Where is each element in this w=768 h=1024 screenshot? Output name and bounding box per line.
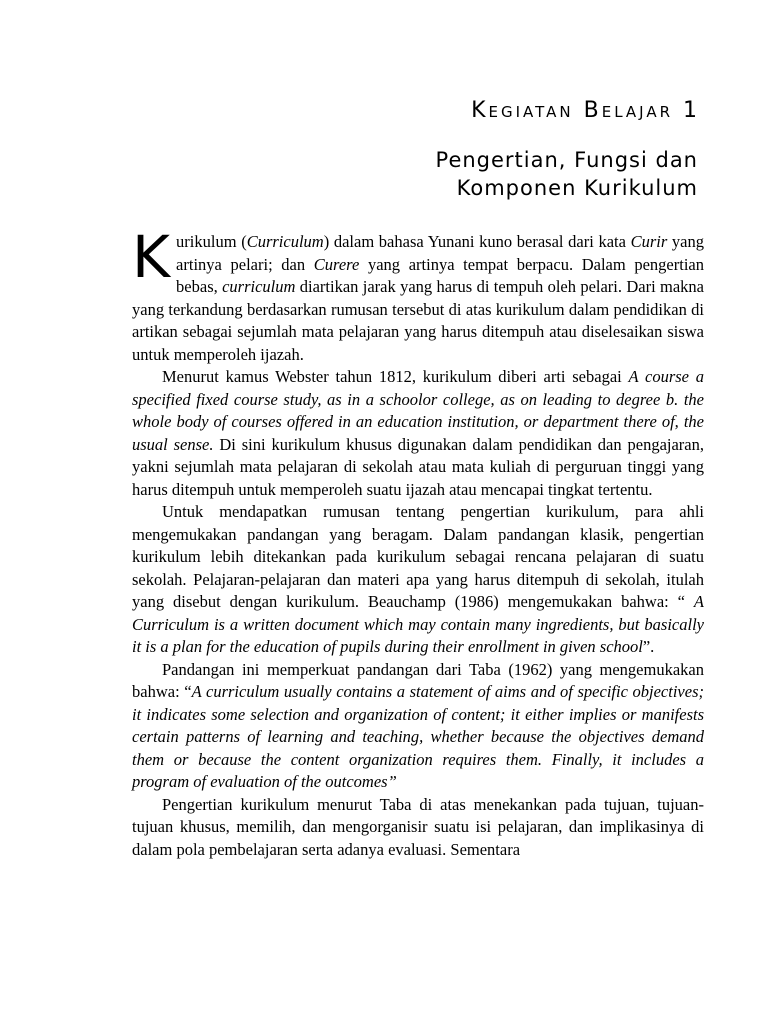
paragraph-2 [132, 366, 704, 501]
chapter-title-line-1: Pengertian, Fungsi dan [435, 148, 698, 172]
p1-text-c: ) dalam bahasa Yunani kuno berasal dari kata [323, 232, 631, 251]
paragraph-1 [132, 223, 704, 366]
p5-text-a: Pengertian kurikulum menurut Taba di atas menekankan pada tujuan, tujuan-tujuan khusus, memilih, dan mengorganisir suatu isi pelajaran, dan implikasinya di dalam pola pembelajaran serta adanya evaluasi. Sementara [132, 794, 704, 859]
p1-term-curir: Curir [630, 232, 668, 251]
p4-text-a: Pandangan ini memperkuat pandangan dari Taba (1962) yang mengemukakan bahwa: “ [132, 659, 704, 701]
paragraph-5 [132, 794, 704, 862]
p1-term-curriculum: Curriculum [246, 232, 324, 251]
p2-text-c: Di sini kurikulum khusus digunakan dalam pendidikan dan pengajaran, yakni sejumlah mata pelajaran di sekolah atau mata kuliah di perguruan tinggi yang harus ditempuh untuk memperoleh suatu ijazah atau mencapai tingkat tertentu. [132, 434, 704, 499]
chapter-title-line-2: Komponen Kurikulum [456, 176, 698, 200]
chapter-title [278, 146, 698, 202]
p3-text-a: Untuk mendapatkan rumusan tentang pengertian kurikulum, para ahli mengemukakan pandangan yang beragam. Dalam pandangan klasik, pengertian kurikulum lebih ditekankan pada kurikulum sebagai rencana pelajaran di suatu sekolah. Pelajaran-pelajaran dan materi apa yang harus ditempuh di sekolah, itulah yang disebut dengan kurikulum. Beauchamp (1986) mengemukakan bahwa: “ [132, 502, 704, 611]
p3-beauchamp-quote: A Curriculum is a written document which may contain many ingredients, but basically it is a plan for the education of pupils during their enrollment in given school [132, 592, 704, 656]
p2-text-a: Menurut kamus Webster tahun 1812, kurikulum diberi arti sebagai [162, 367, 629, 386]
drop-cap: K [132, 223, 171, 291]
p1-text-e: yang artinya pelari; dan [176, 232, 704, 274]
p1-text-a: urikulum ( [176, 232, 247, 251]
p3-text-c: ”. [642, 637, 655, 656]
p4-taba-quote: A curriculum usually contains a statement of aims and of specific objectives; it indicates some selection and organization of content; it either implies or manifests certain patterns of learning and teaching, whether because the objectives demand them or because the content organization requires them. Finally, it includes a program of evaluation of the outcomes” [132, 682, 704, 791]
paragraph-4 [132, 659, 704, 794]
paragraph-3 [132, 501, 704, 659]
p1-text-g: yang artinya tempat berpacu. Dalam pengertian bebas, [176, 254, 704, 296]
body-text [132, 223, 705, 861]
p1-term-curere: Curere [313, 254, 360, 274]
p1-term-curriculum-lower: curriculum [222, 277, 296, 296]
p1-text-i: diartikan jarak yang harus di tempuh oleh pelari. Dari makna yang terkandung berdasarkan rumusan tersebut di atas kurikulum dalam pendidikan di artikan sebagai sejumlah mata pelajaran yang harus ditempuh atau diselesaikan siswa untuk memperoleh ijazah. [132, 277, 704, 364]
p2-webster-quote: A course a specified fixed course study, as in a schoolor college, as on leading to degree b. the whole body of courses offered in an education institution, or department there of, the usual sense. [132, 367, 705, 454]
section-label: Kegiatan Belajar 1 [471, 98, 700, 123]
